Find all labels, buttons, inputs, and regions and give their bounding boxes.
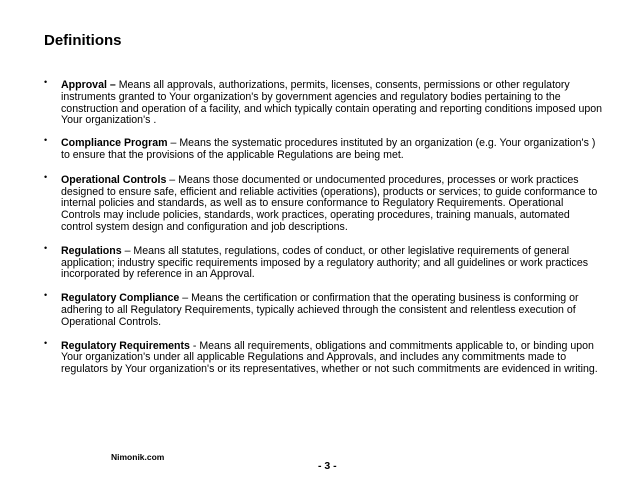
definition-compliance-program — [44, 135, 604, 162]
page-number: - 3 - — [318, 460, 337, 472]
definition-text: – Means all statutes, regulations, codes of conduct, or other legislative requirements of general application; industry specific requirements imposed by a regulatory authority; and all guidelines or work practices incorporated by reference in an Approval. — [61, 244, 589, 281]
bullet-icon: • — [44, 290, 48, 301]
definition-regulations — [44, 242, 604, 281]
definition-text: – Means the certification or confirmation that the operating business is conforming or adhering to all Regulatory Requirements, typically achieved through the consistent and relentless execution of Operational Controls. — [61, 292, 579, 328]
bullet-icon: • — [44, 77, 48, 87]
footer-brand: Nimonik.com — [111, 452, 165, 462]
definition-term: Approval – — [61, 79, 116, 91]
definition-term: Compliance Program — [61, 137, 168, 150]
definition-text: Means all approvals, authorizations, permits, licenses, consents, permissions or other regulatory instruments granted to Your organization's by government agencies and regulatory bodies pertaining to the construction and operation of a facility, and which typically contain operating and reporting conditions imposed upon Your organization's . — [61, 79, 603, 127]
definition-text: - Means all requirements, obligations and commitments applicable to, or binding upon Your organization's under all applicable Regulations and Approvals, and includes any commitments made to regulators by Your organization's or its representatives, whether or not such commitments are evidenced in writing. — [61, 339, 598, 376]
definition-operational-controls — [44, 171, 604, 234]
definition-approval — [44, 77, 604, 127]
bullet-icon: • — [44, 135, 48, 146]
definition-regulatory-requirements — [44, 337, 604, 376]
definition-term: Operational Controls — [61, 173, 167, 186]
definition-text: – Means those documented or undocumented procedures, processes or work practices designed to ensure safe, efficient and reliable activities (operations), products or services; to guide conformance to internal policies and standards, as well as to ensure conformance to Regulatory Requirements. Operational Controls may include policies, standards, work practices, operating procedures, training manuals, automated control system design and configuration and job descriptions. — [61, 173, 598, 233]
definition-term: Regulatory Compliance — [61, 292, 180, 305]
definitions-list — [44, 77, 604, 387]
definition-text: – Means the systematic procedures instituted by an organization (e.g. Your organization's ) to ensure that the provisions of the applicable Regulations are being met. — [61, 137, 596, 161]
bullet-icon: • — [44, 171, 48, 182]
definition-regulatory-compliance — [44, 290, 604, 328]
bullet-icon: • — [44, 337, 48, 348]
page-title: Definitions — [44, 32, 122, 49]
definition-term: Regulations — [61, 244, 122, 257]
definition-term: Regulatory Requirements — [61, 339, 190, 352]
bullet-icon: • — [44, 242, 48, 253]
